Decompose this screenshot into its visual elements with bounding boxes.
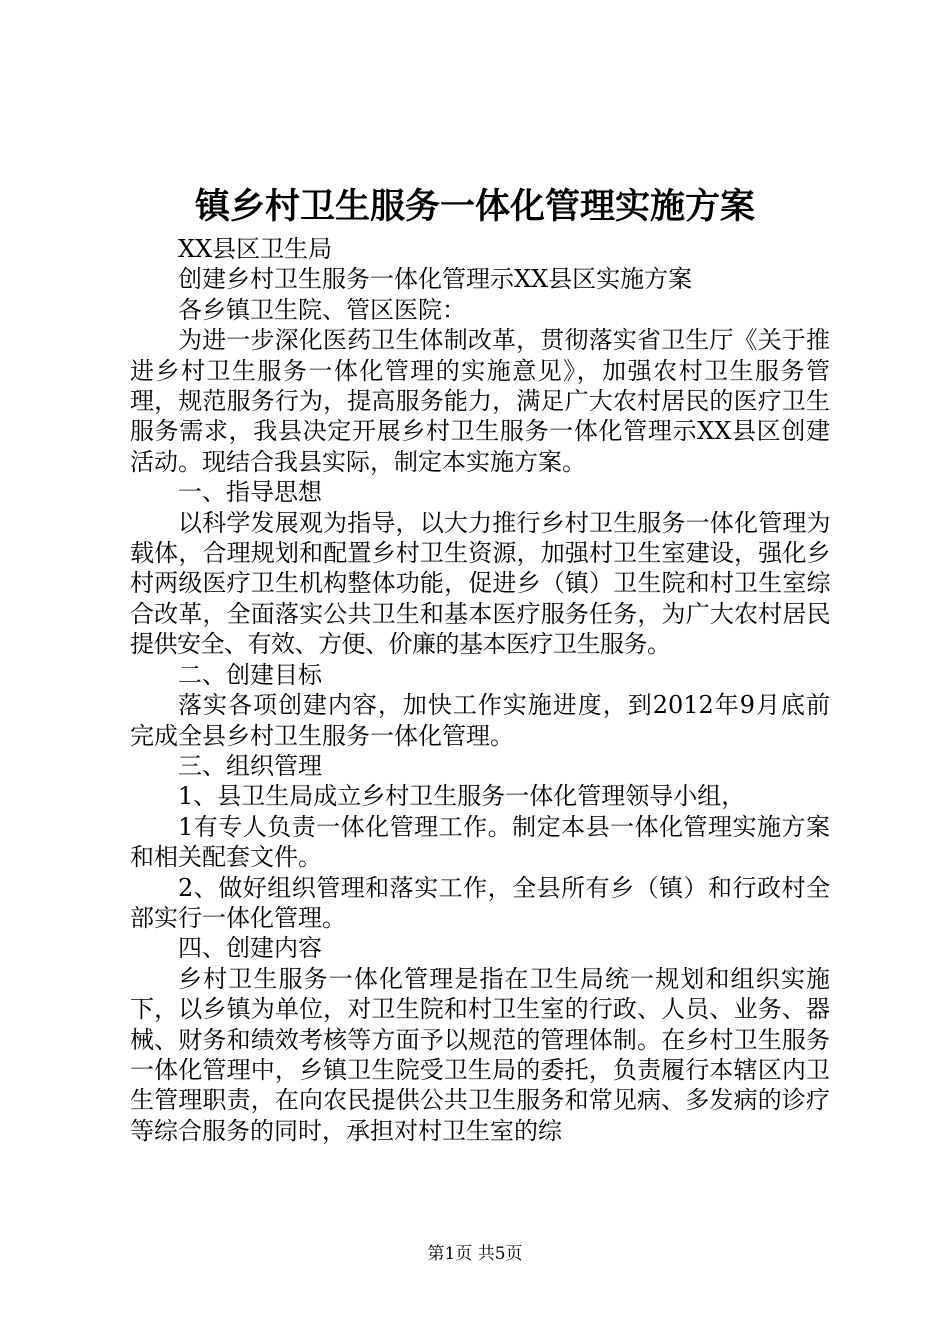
heading-content: 四、创建内容 xyxy=(178,934,322,963)
paragraph-issuer: XX县区卫生局 xyxy=(178,235,333,263)
document-title: 镇乡村卫生服务一体化管理实施方案 xyxy=(194,186,755,227)
paragraph-organization-1-detail: 1有专人负责一体化管理工作。制定本县一体化管理实施方案和相关配套文件。 xyxy=(130,812,830,872)
paragraph-recipients: 各乡镇卫生院、管区医院： xyxy=(178,295,466,324)
paragraph-goals: 落实各项创建内容，加快工作实施进度，到2012年9月底前完成全县乡村卫生服务一体化管理。 xyxy=(130,691,830,750)
document-body xyxy=(130,234,830,1146)
heading-goals: 二、创建目标 xyxy=(178,660,322,689)
paragraph-content: 乡村卫生服务一体化管理是指在卫生局统一规划和组织实施下，以乡镇为单位，对卫生院和村卫生室的行政、人员、业务、器械、财务和绩效考核等方面予以规范的管理体制。在乡村卫生服务一体化管理中，乡镇卫生院受卫生局的委托，负责履行本辖区内卫生管理职责，在向农民提供公共卫生服务和常见病、多发病的诊疗等综合服务的同时，承担对村卫生室的综 xyxy=(130,964,830,1145)
paragraph-organization-2: 2、做好组织管理和落实工作，全县所有乡（镇）和行政村全部实行一体化管理。 xyxy=(130,873,830,932)
paragraph-intro: 为进一步深化医药卫生体制改革，贯彻落实省卫生厅《关于推进乡村卫生服务一体化管理的实施意见》，加强农村卫生服务管理，规范服务行为，提高服务能力，满足广大农村居民的医疗卫生服务需求，我县决定开展乡村卫生服务一体化管理示XX县区创建活动。现结合我县实际，制定本实施方案。 xyxy=(130,326,830,476)
paragraph-doc-name: 创建乡村卫生服务一体化管理示XX县区实施方案 xyxy=(178,265,693,294)
page-footer: 第1页 共5页 xyxy=(427,1244,523,1264)
heading-guiding-ideology: 一、指导思想 xyxy=(178,478,322,507)
paragraph-guiding-ideology: 以科学发展观为指导，以大力推行乡村卫生服务一体化管理为载体，合理规划和配置乡村卫生资源，加强村卫生室建设，强化乡村两级医疗卫生机构整体功能，促进乡（镇）卫生院和村卫生室综合改革，全面落实公共卫生和基本医疗服务任务，为广大农村居民提供安全、有效、方便、价廉的基本医疗卫生服务。 xyxy=(130,508,830,659)
paragraph-organization-1: 1、县卫生局成立乡村卫生服务一体化管理领导小组， xyxy=(178,782,746,811)
heading-organization: 三、组织管理 xyxy=(178,751,322,780)
